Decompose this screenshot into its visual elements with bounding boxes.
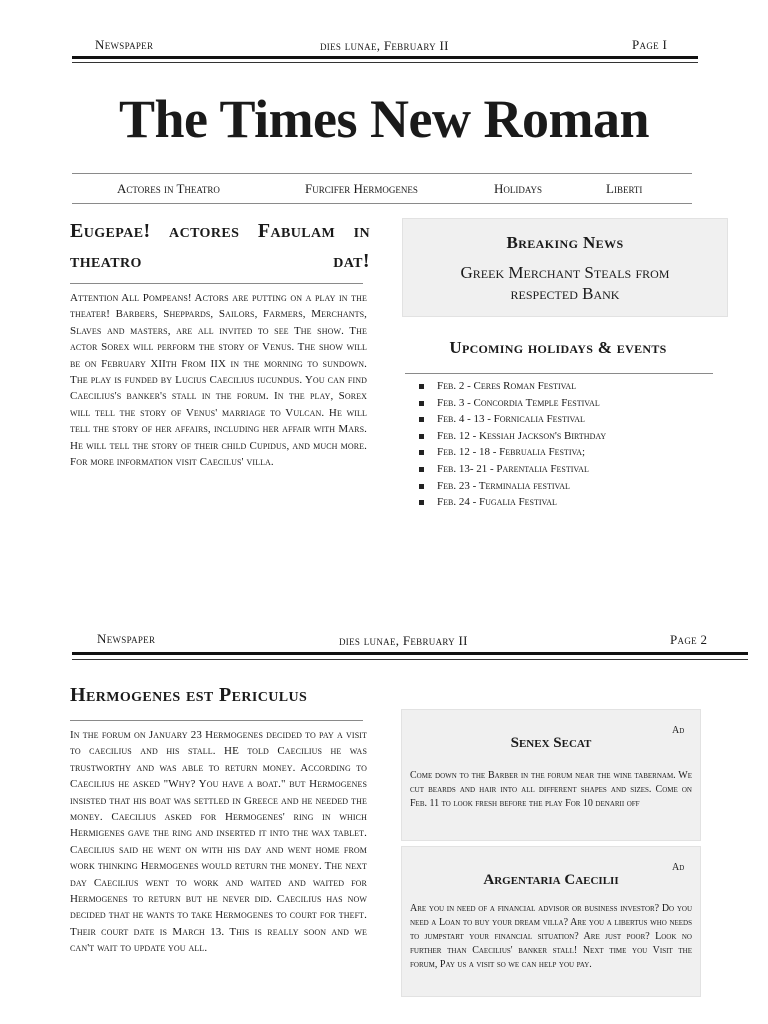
list-item: Feb. 3 - Concordia Temple Festival	[419, 395, 719, 412]
page2-header-rule-thin	[72, 659, 748, 660]
list-item: Feb. 4 - 13 - Fornicalia Festival	[419, 411, 719, 428]
ad-title: Senex Secat	[510, 735, 592, 751]
events-rule	[405, 373, 713, 374]
nav-rule-top	[72, 173, 692, 174]
article1-body: Attention All Pompeans! Actors are putting on a play in the theater! Barbers, Sheppards, Sailors, Farmers, Merchants, Slaves and masters, are all invited to see The show. The actor Sorex will perform the story of Venus. The show will be on February XIIth From IIX in the morning to sundown. The play is funded by Lucius Caecilius iucundus. You can find Caecilius's banker's stall in the forum. In the play, Sorex will tell the story of Venus' marriage to Vulcan. He will tell the story of her affairs, including her affair with Mars. He will tell the story of their child Cupidus, and much more. For more information visit Caecilus' villa.	[70, 292, 367, 469]
page1-header-page: Page I	[632, 37, 668, 52]
page1-header-date: dies lunae, February II	[320, 38, 449, 53]
masthead-title: The Times New Roman	[118, 89, 650, 149]
page2-header-date: dies lunae, February II	[339, 633, 468, 648]
ad-senex-secat	[401, 709, 701, 841]
list-item: Feb. 12 - 18 - Februalia Festiva;	[419, 444, 719, 461]
nav-item-furcifer[interactable]: Furcifer Hermogenes	[305, 181, 418, 196]
breaking-news-heading: Breaking News	[506, 233, 624, 252]
bullet-icon	[419, 450, 424, 455]
nav-item-holidays[interactable]: Holidays	[494, 181, 543, 196]
breaking-news-box	[402, 218, 728, 317]
breaking-news-text: Greek Merchant Steals from respected Bank	[460, 263, 670, 303]
bullet-icon	[419, 484, 424, 489]
bullet-icon	[419, 401, 424, 406]
list-item: Feb. 12 - Kessiah Jackson's Birthday	[419, 428, 719, 445]
article1-title: Eugepae! actores Fabulam in theatro dat!	[70, 220, 370, 272]
events-heading: Upcoming holidays & events	[449, 338, 667, 357]
bullet-icon	[419, 500, 424, 505]
ad-text: Come down to the Barber in the forum near the wine tabernam. We cut beards and hair into all different shapes and sizes. Come on Feb. 11 to look fresh before the play For 10 denarii off	[410, 770, 692, 809]
bullet-icon	[419, 467, 424, 472]
nav-item-liberti[interactable]: Liberti	[606, 181, 643, 196]
article2-body: In the forum on January 23 Hermogenes decided to pay a visit to caecilius and his stall. HE told Caecilius he was trustworthy and was able to return money. According to Caecilius he asked "Why? You have a boat." but Hermogenes insisted that his boat was settled in Greece and he needed the money. Caecilius asked for Hermogenes' ring in which Hermigenes gave the ring and inserted it into the wax tablet. Caecilius said he went on with his day and went home from work thinking Hermogenes would return the money. The next day Caecilius went to work and waited and waited for Hermogenes to return but he never did. Caecilius has now decided that he wants to take Hermogenes to court for theft. Their court date is March 13. This is really soon and we can't wait to update you all.	[70, 729, 367, 955]
page2-header-left: Newspaper	[97, 631, 156, 646]
ad-argentaria-caecilii	[401, 846, 701, 997]
article2-title-rule	[70, 720, 363, 721]
list-item: Feb. 23 - Terminalia festival	[419, 478, 719, 495]
ad-label: Ad	[672, 862, 685, 873]
nav-item-actores[interactable]: Actores in Theatro	[117, 181, 220, 196]
list-item: Feb. 2 - Ceres Roman Festival	[419, 378, 719, 395]
article1-title-rule	[70, 283, 363, 284]
page2-header-rule	[72, 652, 748, 655]
page1-header-rule	[72, 56, 698, 59]
page2-header-page: Page 2	[670, 632, 708, 647]
page1-header-left: Newspaper	[95, 37, 154, 52]
list-item: Feb. 24 - Fugalia Festival	[419, 494, 719, 511]
ad-text: Are you in need of a financial advisor or business investor? Do you need a Loan to buy your dream villa? Are you a libertus who needs to jumpstart your financial situation? Are just poor? Look no further than Caecilius' banker stall! Next time you Visit the forum, Pay us a visit so we can help you pay.	[410, 903, 692, 970]
nav-rule-bottom	[72, 203, 692, 204]
bullet-icon	[419, 384, 424, 389]
bullet-icon	[419, 434, 424, 439]
ad-title: Argentaria Caecilii	[483, 872, 619, 888]
page1-header-rule-thin	[72, 62, 698, 63]
list-item: Feb. 13- 21 - Parentalia Festival	[419, 461, 719, 478]
events-list	[419, 378, 719, 511]
article2-title: Hermogenes est Periculus	[70, 684, 308, 706]
bullet-icon	[419, 417, 424, 422]
ad-label: Ad	[672, 725, 685, 736]
